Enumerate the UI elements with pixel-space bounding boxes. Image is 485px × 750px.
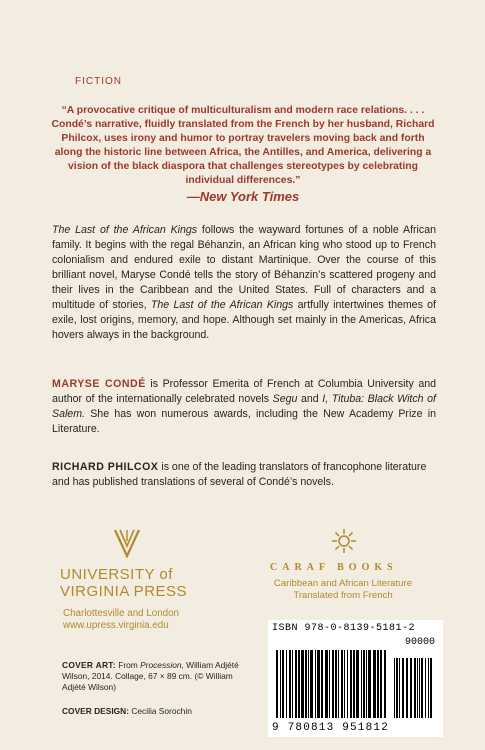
barcode-bar bbox=[289, 650, 291, 718]
barcode-bar bbox=[295, 650, 297, 718]
barcode-bar bbox=[286, 650, 287, 718]
cover-design-text: Cecilia Sorochin bbox=[129, 706, 192, 716]
barcode-bar bbox=[366, 650, 367, 718]
publisher-url: www.upress.virginia.edu bbox=[63, 620, 169, 631]
barcode-bar bbox=[361, 650, 362, 718]
barcode-addon-bar bbox=[425, 658, 426, 718]
translator-name: RICHARD PHILCOX bbox=[52, 461, 159, 473]
book-title-2: The Last of the African Kings bbox=[150, 299, 294, 311]
barcode-bar bbox=[329, 650, 330, 718]
barcode-bar bbox=[384, 650, 386, 718]
translator-bio bbox=[52, 460, 436, 490]
barcode-bar bbox=[298, 650, 300, 718]
cover-art-text: William Adjété Wilson, 2014. Collage, 67 × 89 cm. (© William Adjété Wilson) bbox=[62, 660, 239, 692]
barcode-addon-bar bbox=[406, 658, 408, 718]
author-name: MARYSE CONDÉ bbox=[52, 378, 146, 390]
publisher-name-line-2: VIRGINIA PRESS bbox=[60, 583, 188, 600]
cover-design-label: COVER DESIGN: bbox=[62, 706, 130, 716]
barcode-addon-bar bbox=[430, 658, 432, 718]
cover-art-credit bbox=[62, 660, 252, 693]
barcode-bar bbox=[276, 650, 278, 718]
cover-art-label: COVER ART: bbox=[62, 660, 116, 670]
series-title: CARAF BOOKS bbox=[270, 562, 398, 573]
barcode-bar bbox=[335, 650, 337, 718]
cover-art-pre: From bbox=[115, 660, 141, 670]
barcode-bars bbox=[276, 650, 434, 718]
barcode-bar bbox=[325, 650, 328, 718]
caraf-sun-logo-icon bbox=[331, 528, 357, 554]
barcode-bar bbox=[317, 650, 320, 718]
barcode-bar bbox=[353, 650, 355, 718]
publisher-name bbox=[60, 566, 240, 600]
series-subtitle-line-2: Translated from French bbox=[293, 590, 393, 601]
barcode-number: 9 780813 951812 bbox=[272, 722, 390, 734]
barcode-addon-bar bbox=[428, 658, 429, 718]
translator-bio-text: is one of the leading translators of francophone literature and has published translations of several of Condé’s novels. bbox=[52, 461, 427, 488]
description-text-1: follows the wayward fortunes of a noble African family. It begins with the regal Béhanzin, an African king who stood up to French colonialism and endured exile to distant Martinique. Over the course of this brilliant novel, Maryse Condé tells the story of Béhanzin’s scattered progeny and their lives in the Caribbean and the United States. Full of characters and a multitude of stories, bbox=[52, 224, 436, 311]
author-bio-and: and bbox=[297, 393, 323, 405]
cover-design-credit bbox=[62, 706, 252, 716]
barcode-bar bbox=[350, 650, 352, 718]
book-title-1: The Last of the African Kings bbox=[52, 224, 198, 236]
barcode-bar bbox=[341, 650, 343, 718]
barcode-bar bbox=[305, 650, 307, 718]
barcode-bar bbox=[282, 650, 284, 718]
author-bio-text-1: is Professor Emerita of French at Columbia University and author of the internationally celebrated novels bbox=[52, 378, 436, 405]
cover-art-title: Procession, bbox=[140, 660, 184, 670]
genre-label: FICTION bbox=[75, 76, 122, 87]
series-subtitle bbox=[268, 578, 418, 602]
description-text-2: artfully intertwines themes of exile, lost origins, memory, and hope. Although set mainly in the Americas, Africa hovers always in the background. bbox=[52, 299, 437, 341]
publisher-address bbox=[63, 608, 243, 632]
barcode-bar bbox=[292, 650, 293, 718]
barcode-bar bbox=[380, 650, 382, 718]
barcode-addon-bar bbox=[417, 658, 418, 718]
barcode-addon-bar bbox=[396, 658, 398, 718]
barcode-addon-bar bbox=[421, 658, 423, 718]
barcode-addon-bar bbox=[414, 658, 416, 718]
publisher-name-line-1: UNIVERSITY of bbox=[60, 566, 173, 583]
book-description bbox=[52, 223, 436, 343]
barcode-addon-bar bbox=[419, 658, 420, 718]
barcode-bar bbox=[356, 650, 359, 718]
price-code: 90000 bbox=[404, 637, 435, 648]
barcode-addon-bar bbox=[410, 658, 412, 718]
author-bio bbox=[52, 377, 436, 437]
author-book-2: I, Tituba: Black Witch of Salem. bbox=[52, 393, 436, 420]
barcode-bar bbox=[373, 650, 376, 718]
review-source: —New York Times bbox=[186, 189, 300, 204]
barcode-bar bbox=[321, 650, 323, 718]
barcode-addon-bar bbox=[394, 658, 395, 718]
barcode-addon-bar bbox=[399, 658, 400, 718]
barcode-bar bbox=[332, 650, 334, 718]
author-book-1: Segu bbox=[272, 393, 298, 405]
barcode-bar bbox=[363, 650, 365, 718]
review-quote: “A provocative critique of multiculturalism and modern race relations. . . . Condé’s narrative, fluidly translated from the French by her husband, Richard Philcox, uses irony and humor to portray travelers moving back and forth along the historic line between Africa, the Antilles, and America, delivering a vision of the black diaspora that challenges stereotypes by celebrating individual differences.” bbox=[51, 105, 435, 186]
barcode-addon-bar bbox=[402, 658, 404, 718]
barcode-bar bbox=[280, 650, 281, 718]
barcode-bar bbox=[301, 650, 304, 718]
barcode-bar bbox=[377, 650, 379, 718]
publisher-city: Charlottesville and London bbox=[63, 608, 180, 619]
barcode-bar bbox=[310, 650, 313, 718]
author-bio-text-2: She has won numerous awards, including the New Academy Prize in Literature. bbox=[52, 408, 436, 435]
isbn-text: ISBN 978-0-8139-5181-2 bbox=[272, 623, 416, 634]
barcode-bar bbox=[347, 650, 348, 718]
barcode-bar bbox=[338, 650, 339, 718]
series-subtitle-line-1: Caribbean and African Literature bbox=[273, 578, 413, 589]
barcode-bar bbox=[368, 650, 371, 718]
barcode-bar bbox=[344, 650, 345, 718]
uva-press-logo-icon bbox=[112, 528, 142, 558]
barcode-bar bbox=[308, 650, 309, 718]
barcode-box bbox=[268, 620, 443, 737]
barcode-bar bbox=[315, 650, 316, 718]
